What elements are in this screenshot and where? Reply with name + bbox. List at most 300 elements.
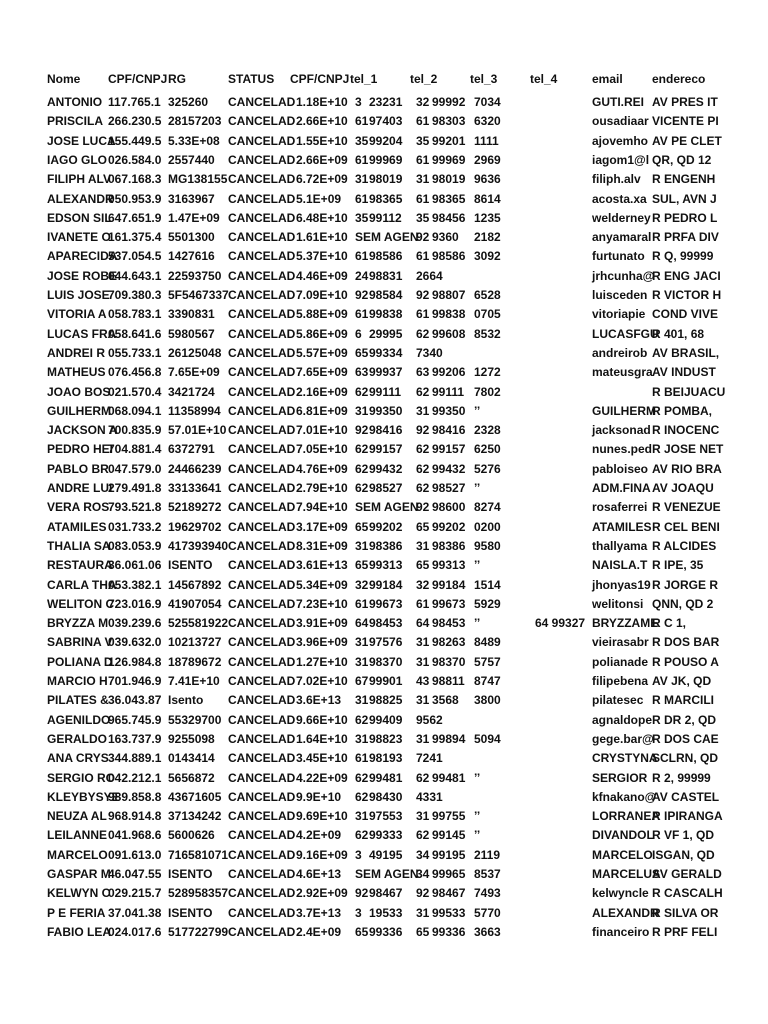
cell-cpf: 024.017.6 [108, 925, 162, 939]
table-row [0, 826, 768, 844]
cell-address: VICENTE PI [652, 114, 719, 128]
cell-email: CRYSTYNA [592, 751, 658, 765]
cell-tel1-number: 98831 [369, 269, 403, 283]
cell-tel2-area: 62 [416, 771, 430, 785]
cell-tel4 [535, 383, 590, 401]
cell-status: CANCELAD [228, 713, 296, 727]
cell-name: NEUZA AL [47, 809, 107, 823]
cell-name: KELWYN C [47, 886, 111, 900]
cell-address: QR, QD 12 [652, 153, 712, 167]
cell-email: ousadiaar [592, 114, 649, 128]
cell-cpf2: 7.94E+10 [296, 500, 348, 514]
cell-tel2-number: 99336 [432, 925, 466, 939]
cell-status: CANCELAD [228, 307, 296, 321]
cell-cpf2: 4.22E+09 [296, 771, 348, 785]
cell-tel2-area: 34 [416, 867, 430, 881]
cell-tel1-area: 61 [355, 249, 369, 263]
cell-tel1-number: 98467 [369, 886, 403, 900]
cell-address: R PRFA DIV [652, 230, 719, 244]
cell-cpf: 067.168.3 [108, 172, 162, 186]
cell-tel2-area: 32 [416, 578, 430, 592]
cell-email: kfnakano@ [592, 790, 657, 804]
cell-tel1-number: 99969 [369, 153, 403, 167]
cell-address: R Q, 99999 [652, 249, 714, 263]
cell-email: welderney [592, 211, 651, 225]
cell-email: nunes.ped [592, 442, 653, 456]
cell-tel1-area: 31 [355, 693, 369, 707]
cell-tel4 [535, 865, 590, 883]
cell-tel1-number: 99112 [369, 211, 402, 225]
cell-tel3: 1111 [474, 134, 499, 148]
table-row [0, 440, 768, 458]
cell-tel1-number: 19533 [369, 906, 403, 920]
cell-cpf2: 7.65E+09 [296, 365, 348, 379]
table-row [0, 325, 768, 343]
cell-status: CANCELAD [228, 771, 296, 785]
cell-cpf2: 4.46E+09 [296, 269, 348, 283]
cell-tel3: 5929 [474, 597, 501, 611]
cell-name: FABIO LEA [47, 925, 112, 939]
table-row [0, 267, 768, 285]
cell-tel1-area: 31 [355, 172, 369, 186]
cell-tel2-number: 98263 [432, 635, 466, 649]
cell-rg: 11358994 [168, 404, 221, 418]
cell-status: CANCELAD [228, 481, 296, 495]
cell-rg: 325260 [168, 95, 209, 109]
cell-tel3: 5770 [474, 906, 501, 920]
cell-email: jhonyas19 [592, 578, 651, 592]
cell-tel2-area: 64 [416, 616, 430, 630]
cell-tel2-number: 99202 [432, 520, 466, 534]
cell-tel4 [535, 749, 590, 767]
cell-tel3: 9580 [474, 539, 501, 553]
cell-tel2-area: 2664 [416, 269, 443, 283]
cell-tel1-number: 99157 [369, 442, 403, 456]
cell-tel3: 5094 [474, 732, 501, 746]
cell-tel2-number: 99432 [432, 462, 466, 476]
cell-cpf2: 3.45E+10 [296, 751, 348, 765]
table-row [0, 112, 768, 130]
cell-tel3: 7034 [474, 95, 501, 109]
table-row [0, 576, 768, 594]
cell-tel2-number: 99350 [432, 404, 466, 418]
cell-tel1-area: 31 [355, 635, 369, 649]
header-cell-rg: RG [168, 72, 186, 86]
cell-rg: 55329700 [168, 713, 222, 727]
cell-tel3: 7802 [474, 385, 501, 399]
cell-cpf: 37.041.38 [108, 906, 162, 920]
cell-address: AV GERALD [652, 867, 722, 881]
cell-tel4 [535, 672, 590, 690]
cell-tel4 [535, 267, 590, 285]
cell-tel1-area: 62 [355, 462, 369, 476]
cell-tel2-area: 65 [416, 558, 430, 572]
cell-address: R C 1, [652, 616, 687, 630]
cell-tel2-number [432, 788, 472, 806]
cell-status: CANCELAD [228, 828, 296, 842]
cell-address: R PRF FELI [652, 925, 718, 939]
cell-name: ANDREI R [47, 346, 106, 360]
cell-tel2-number: 99201 [432, 134, 466, 148]
cell-cpf2: 4.6E+13 [296, 867, 342, 881]
table-row [0, 190, 768, 208]
cell-address: R PEDRO L [652, 211, 718, 225]
cell-address: R DR 2, QD [652, 713, 717, 727]
cell-cpf: 700.835.9 [108, 423, 162, 437]
cell-address: SUL, AVN J [652, 192, 717, 206]
cell-tel3 [474, 267, 526, 285]
cell-name: MATHEUS [47, 365, 106, 379]
cell-tel1-number: 98416 [369, 423, 403, 437]
cell-tel1-number: 98370 [369, 655, 403, 669]
cell-tel2-area: 61 [416, 114, 430, 128]
cell-tel1-area: 62 [355, 828, 369, 842]
cell-address: R POUSO A [652, 655, 719, 669]
cell-tel1-number [369, 865, 413, 883]
cell-tel1-area: 63 [355, 365, 369, 379]
cell-tel2-number: 99965 [432, 867, 466, 881]
cell-tel3: 2182 [474, 230, 501, 244]
cell-tel1-area: 92 [355, 288, 369, 302]
cell-cpf: 344.889.1 [108, 751, 162, 765]
cell-tel4 [535, 537, 590, 555]
cell-email: gege.bar@ [592, 732, 654, 746]
cell-name: P E FERIA [47, 906, 106, 920]
header-row [0, 70, 768, 88]
cell-tel4 [535, 170, 590, 188]
cell-address: R JOSE NET [652, 442, 724, 456]
cell-tel2-number: 98456 [432, 211, 466, 225]
cell-tel3: 1272 [474, 365, 501, 379]
cell-cpf2: 1.18E+10 [296, 95, 348, 109]
cell-status: CANCELAD [228, 925, 296, 939]
cell-rg: Isento [168, 693, 204, 707]
cell-tel4 [535, 691, 590, 709]
cell-tel1-number: 98193 [369, 751, 403, 765]
cell-address: R INOCENC [652, 423, 720, 437]
cell-cpf: 076.456.8 [108, 365, 162, 379]
cell-tel2-area: 31 [416, 172, 430, 186]
cell-rg: 26125048 [168, 346, 222, 360]
cell-tel1-area: 62 [355, 790, 369, 804]
cell-cpf2: 7.23E+10 [296, 597, 348, 611]
cell-tel4 [535, 305, 590, 323]
cell-tel1-number [369, 228, 413, 246]
cell-tel2-area: 62 [416, 385, 430, 399]
cell-cpf: 723.016.9 [108, 597, 162, 611]
cell-tel2-area: 43 [416, 674, 430, 688]
cell-tel1-area: 35 [355, 134, 369, 148]
table-row [0, 132, 768, 150]
cell-cpf: 709.380.3 [108, 288, 162, 302]
cell-name: ANDRE LUI [47, 481, 113, 495]
cell-tel1-number: 98386 [369, 539, 403, 553]
cell-tel3: ’’ [474, 771, 481, 785]
cell-rg: 41907054 [168, 597, 222, 611]
header-cell-tel-3: tel_3 [470, 72, 498, 86]
cell-tel3 [474, 749, 526, 767]
cell-tel3 [474, 788, 526, 806]
cell-tel2-number: 3568 [432, 693, 459, 707]
cell-tel4 [535, 711, 590, 729]
cell-cpf: 091.613.0 [108, 848, 162, 862]
cell-cpf2: 1.55E+10 [296, 134, 348, 148]
cell-status: CANCELAD [228, 867, 296, 881]
cell-tel4 [535, 730, 590, 748]
cell-email: iagom1@l [592, 153, 650, 167]
cell-cpf: 537.054.5 [108, 249, 162, 263]
cell-tel2-number: 98365 [432, 192, 466, 206]
cell-tel3: ’’ [474, 809, 481, 823]
cell-status: CANCELAD [228, 95, 296, 109]
cell-name: WELITON C [47, 597, 115, 611]
cell-tel1-area: 61 [355, 597, 369, 611]
cell-status: CANCELAD [228, 114, 296, 128]
cell-email: NAISLA.T [592, 558, 648, 572]
cell-tel3: 5757 [474, 655, 501, 669]
cell-tel1-area: 3 [355, 848, 362, 862]
cell-email: pabloiseo [592, 462, 649, 476]
cell-rg: 3390831 [168, 307, 215, 321]
cell-tel3: 1514 [474, 578, 501, 592]
cell-tel1-number: 99334 [369, 346, 403, 360]
cell-email: LORRANEA [592, 809, 660, 823]
cell-rg: ISENTO [168, 867, 213, 881]
cell-tel2-area: 31 [416, 809, 430, 823]
cell-rg: 10213727 [168, 635, 222, 649]
cell-tel3: 6250 [474, 442, 501, 456]
cell-tel2-number: 99608 [432, 327, 466, 341]
cell-rg: 716581071 [168, 848, 229, 862]
cell-tel2-number: 98807 [432, 288, 466, 302]
cell-tel1-area: 31 [355, 539, 369, 553]
cell-tel4 [535, 228, 590, 246]
cell-tel2-number [432, 711, 472, 729]
cell-cpf: 46.047.55 [108, 867, 162, 881]
cell-email: polianade [592, 655, 649, 669]
table-row [0, 749, 768, 767]
cell-tel1-number: 99204 [369, 134, 403, 148]
cell-name: JOSE ROBE [47, 269, 118, 283]
cell-tel2-area: 62 [416, 462, 430, 476]
cell-name: SABRINA V [47, 635, 113, 649]
cell-tel2-area: 92 [416, 886, 430, 900]
cell-rg: 5600626 [168, 828, 215, 842]
cell-cpf2: 2.66E+10 [296, 114, 348, 128]
cell-cpf2: 5.57E+09 [296, 346, 348, 360]
cell-tel1-area: 65 [355, 925, 369, 939]
table-row [0, 460, 768, 478]
cell-tel2-area: 65 [416, 520, 430, 534]
cell-name: PRISCILA [47, 114, 104, 128]
cell-cpf2: 9.9E+10 [296, 790, 342, 804]
cell-name: KLEYBYSYE [47, 790, 120, 804]
cell-name: AGENILDO [47, 713, 111, 727]
cell-cpf: 055.733.1 [108, 346, 162, 360]
cell-cpf2: 3.17E+09 [296, 520, 348, 534]
cell-status: CANCELAD [228, 539, 296, 553]
cell-tel1-area: 6 [355, 327, 362, 341]
cell-tel4 [535, 633, 590, 651]
cell-tel2-number: 99481 [432, 771, 466, 785]
cell-status: CANCELAD [228, 211, 296, 225]
cell-email: filipebena [592, 674, 649, 688]
cell-cpf: 965.745.9 [108, 713, 162, 727]
cell-tel1-area: 62 [355, 385, 369, 399]
cell-tel4 [535, 421, 590, 439]
cell-cpf2: 6.72E+09 [296, 172, 348, 186]
cell-tel2-number [432, 749, 472, 767]
cell-status: CANCELAD [228, 558, 296, 572]
cell-tel1-area: 3 [355, 906, 362, 920]
cell-name: ANA CRYS [47, 751, 109, 765]
cell-tel3: 8532 [474, 327, 501, 341]
cell-tel2-number: 99533 [432, 906, 466, 920]
cell-address: R VF 1, QD [652, 828, 715, 842]
cell-cpf: 647.651.9 [108, 211, 162, 225]
table-row [0, 653, 768, 671]
cell-tel3: 8614 [474, 192, 501, 206]
cell-email: DIVANDOL [592, 828, 654, 842]
cell-tel3: ’’ [474, 828, 481, 842]
cell-cpf2: 5.88E+09 [296, 307, 348, 321]
cell-tel2-area: 35 [416, 134, 430, 148]
cell-tel1-number [369, 498, 413, 516]
table-row [0, 286, 768, 304]
cell-cpf2: 5.1E+09 [296, 192, 342, 206]
cell-tel1-number: 99937 [369, 365, 403, 379]
cell-tel2-area: 34 [416, 848, 430, 862]
cell-email [592, 383, 650, 401]
cell-cpf: 058.641.6 [108, 327, 162, 341]
cell-tel1-number: 97553 [369, 809, 403, 823]
cell-cpf: 989.858.8 [108, 790, 162, 804]
cell-tel3: 8747 [474, 674, 501, 688]
cell-tel1-area: 3 [355, 95, 362, 109]
cell-tel4 [535, 460, 590, 478]
cell-tel1-area: SEM AGEN [355, 230, 419, 244]
cell-name: JOSE LUCA [47, 134, 116, 148]
cell-rg: 5.33E+08 [168, 134, 220, 148]
cell-tel2-number: 98303 [432, 114, 466, 128]
cell-name: PABLO BR [47, 462, 109, 476]
cell-tel2-number: 99157 [432, 442, 466, 456]
cell-name: APARECIDA [47, 249, 118, 263]
cell-tel2-number: 99184 [432, 578, 466, 592]
cell-status: CANCELAD [228, 674, 296, 688]
cell-tel2-area: 32 [416, 95, 430, 109]
table-row [0, 904, 768, 922]
cell-email: financeiro [592, 925, 650, 939]
cell-status: CANCELAD [228, 597, 296, 611]
cell-tel1-number: 99202 [369, 520, 403, 534]
cell-tel3: 8274 [474, 500, 501, 514]
cell-cpf2: 5.86E+09 [296, 327, 348, 341]
cell-rg: 1.47E+09 [168, 211, 220, 225]
cell-cpf2: 3.6E+13 [296, 693, 342, 707]
cell-rg: 43671605 [168, 790, 222, 804]
cell-tel3: 8537 [474, 867, 501, 881]
cell-tel1-area: 92 [355, 423, 369, 437]
cell-status: CANCELAD [228, 385, 296, 399]
cell-rg: 417393940 [168, 539, 229, 553]
cell-tel1-area: 24 [355, 269, 369, 283]
table-row [0, 769, 768, 787]
cell-name: LUCAS FRA [47, 327, 117, 341]
cell-address: R DOS BAR [652, 635, 720, 649]
cell-status: CANCELAD [228, 346, 296, 360]
cell-rg: 517722799 [168, 925, 229, 939]
cell-tel1-number: 98527 [369, 481, 403, 495]
cell-email: jrhcunha@ [592, 269, 655, 283]
cell-cpf: 026.584.0 [108, 153, 162, 167]
header-cell-tel-1: tel_1 [350, 72, 378, 86]
cell-tel3: 7493 [474, 886, 501, 900]
cell-tel4 [535, 556, 590, 574]
cell-status: CANCELAD [228, 192, 296, 206]
table-row [0, 865, 768, 883]
cell-cpf2: 9.16E+09 [296, 848, 348, 862]
cell-tel4 [535, 93, 590, 111]
cell-tel1-number: 99481 [369, 771, 403, 785]
cell-name: GUILHERM [47, 404, 111, 418]
table-row [0, 363, 768, 381]
cell-cpf2: 3.7E+13 [296, 906, 342, 920]
cell-status: CANCELAD [228, 249, 296, 263]
cell-tel1-number: 29995 [369, 327, 403, 341]
cell-tel3: 9636 [474, 172, 501, 186]
cell-cpf: 36.043.87 [108, 693, 162, 707]
cell-tel2-area: 7340 [416, 346, 443, 360]
cell-tel1-area: 35 [355, 211, 369, 225]
cell-tel1-area: 62 [355, 481, 369, 495]
cell-tel2-number: 99111 [432, 385, 465, 399]
cell-cpf: 047.579.0 [108, 462, 162, 476]
cell-cpf: 704.881.4 [108, 442, 162, 456]
cell-cpf2: 7.01E+10 [296, 423, 348, 437]
cell-status: CANCELAD [228, 288, 296, 302]
cell-tel3: 2969 [474, 153, 501, 167]
table-row [0, 228, 768, 246]
cell-tel1-area: 31 [355, 732, 369, 746]
table-row [0, 614, 768, 632]
cell-tel3: 2328 [474, 423, 501, 437]
cell-tel1-number: 98019 [369, 172, 403, 186]
cell-tel4 [535, 209, 590, 227]
header-cell-tel-4: tel_4 [530, 72, 558, 86]
cell-tel4 [535, 788, 590, 806]
cell-address: R ALCIDES [652, 539, 717, 553]
cell-tel1-number: 23231 [369, 95, 403, 109]
cell-tel4 [535, 807, 590, 825]
cell-tel1-area: 62 [355, 442, 369, 456]
cell-address: R JORGE R [652, 578, 719, 592]
cell-tel2-area: 9562 [416, 713, 443, 727]
cell-status: CANCELAD [228, 848, 296, 862]
cell-tel1-area: 31 [355, 404, 369, 418]
cell-tel1-area: 31 [355, 655, 369, 669]
cell-rg: 0143414 [168, 751, 215, 765]
cell-name: FILIPH ALV [47, 172, 111, 186]
cell-tel1-number: 98825 [369, 693, 403, 707]
cell-tel3: 3800 [474, 693, 501, 707]
cell-tel3 [474, 711, 526, 729]
cell-name: GERALDO [47, 732, 107, 746]
cell-email: luisceden [592, 288, 648, 302]
cell-status: CANCELAD [228, 269, 296, 283]
table-row [0, 537, 768, 555]
cell-tel1-number: 99432 [369, 462, 403, 476]
